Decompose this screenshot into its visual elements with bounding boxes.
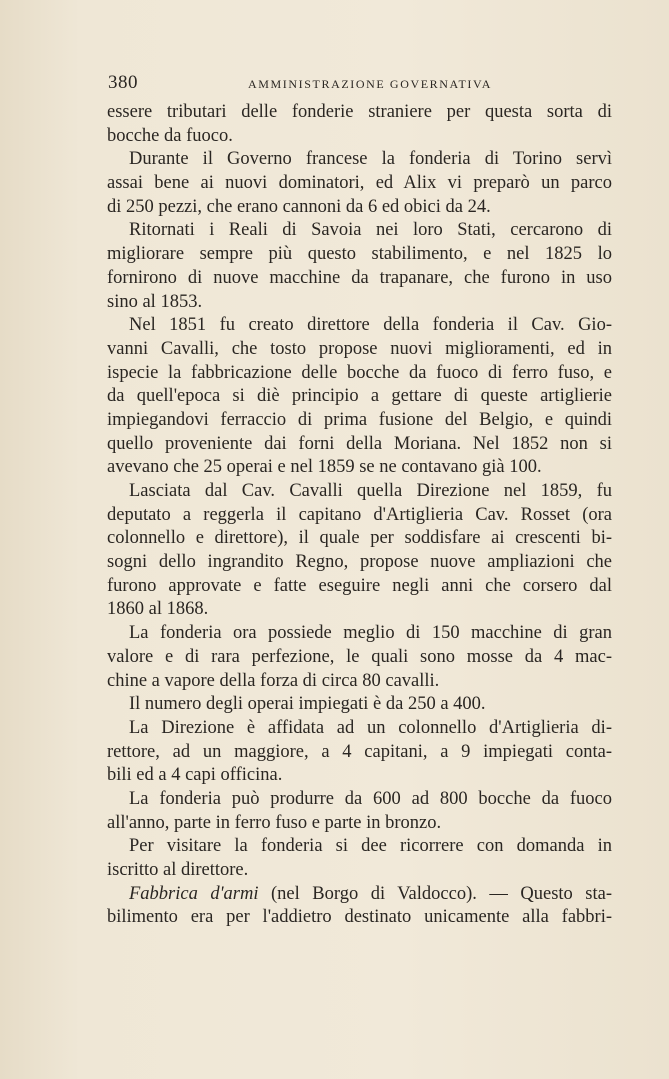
- body-text: [107, 101, 612, 930]
- text-line: migliorare sempre più questo stabilimento, e nel 1825 lo: [107, 244, 612, 265]
- text-line: iscritto al direttore.: [107, 860, 249, 880]
- text-line: Ritornati i Reali di Savoia nei loro Stati, cercarono di: [129, 220, 612, 241]
- text-line: all'anno, parte in ferro fuso e parte in bronzo.: [107, 812, 442, 833]
- text-line: sogni dello ingrandito Regno, propose nuove ampliazioni che: [107, 552, 612, 573]
- text-line: sino al 1853.: [107, 291, 203, 312]
- text-line: Nel 1851 fu creato direttore della fonderia il Cav. Gio-: [129, 315, 612, 336]
- text-line: La fonderia ora possiede meglio di 150 macchine di gran: [129, 623, 612, 644]
- text-line: furono approvate e fatte eseguire negli anni che corsero dal: [107, 575, 612, 596]
- section-heading-italic: Fabbrica d'armi: [129, 883, 259, 904]
- text-line: essere tributari delle fonderie straniere per questa sorta di: [107, 102, 612, 122]
- text-line-heading: [107, 883, 612, 907]
- text-line: assai bene ai nuovi dominatori, ed Alix vi preparò un parco: [107, 173, 612, 194]
- text-line: quello proveniente dai forni della Moriana. Nel 1852 non si: [107, 433, 612, 454]
- text-line: vanni Cavalli, che tosto propose nuovi miglioramenti, ed in: [107, 338, 612, 359]
- text-line: impiegandovi ferraccio di prima fusione del Belgio, e quindi: [107, 409, 612, 430]
- text-line: Durante il Governo francese la fonderia di Torino servì: [129, 149, 612, 170]
- text-line: deputato a reggerla il capitano d'Artiglieria Cav. Rosset (ora: [107, 504, 612, 525]
- text-line: avevano che 25 operai e nel 1859 se ne contavano già 100.: [107, 457, 542, 478]
- text-line: La fonderia può produrre da 600 ad 800 bocche da fuoco: [129, 788, 612, 809]
- text-line: ispecie la fabbricazione delle bocche da fuoco di ferro fuso, e: [107, 362, 612, 383]
- text-line: Lasciata dal Cav. Cavalli quella Direzione nel 1859, fu: [129, 481, 612, 501]
- text-line: chine a vapore della forza di circa 80 cavalli.: [107, 670, 440, 691]
- text-line: colonnello e direttore), il quale per soddisfare ai crescenti bi-: [107, 528, 612, 549]
- text-line: bilimento era per l'addietro destinato unicamente alla fabbri-: [107, 907, 612, 928]
- text-line: rettore, ad un maggiore, a 4 capitani, a 9 impiegati conta-: [107, 741, 612, 762]
- running-head: AMMINISTRAZIONE GOVERNATIVA: [248, 77, 492, 91]
- text-line: Il numero degli operai impiegati è da 250 a 400.: [129, 694, 486, 715]
- page-number: 380: [108, 72, 138, 93]
- text-line: fornirono di nuove macchine da trapanare, che furono in uso: [107, 267, 612, 288]
- text-line: 1860 al 1868.: [107, 599, 209, 620]
- text-line: La Direzione è affidata ad un colonnello d'Artiglieria di-: [129, 717, 612, 738]
- text-line: bocche da fuoco.: [107, 125, 233, 146]
- text-line: valore e di rara perfezione, le quali sono mosse da 4 mac-: [107, 646, 612, 667]
- text-line: da quell'epoca si diè principio a gettare di queste artiglierie: [107, 386, 612, 407]
- text-line: Per visitare la fonderia si dee ricorrere con domanda in: [129, 836, 612, 857]
- text-line-rest: (nel Borgo di Valdocco). — Questo sta-: [271, 883, 612, 904]
- text-line: bili ed a 4 capi officina.: [107, 765, 283, 786]
- text-line: di 250 pezzi, che erano cannoni da 6 ed obici da 24.: [107, 196, 491, 217]
- page-header: [108, 72, 610, 94]
